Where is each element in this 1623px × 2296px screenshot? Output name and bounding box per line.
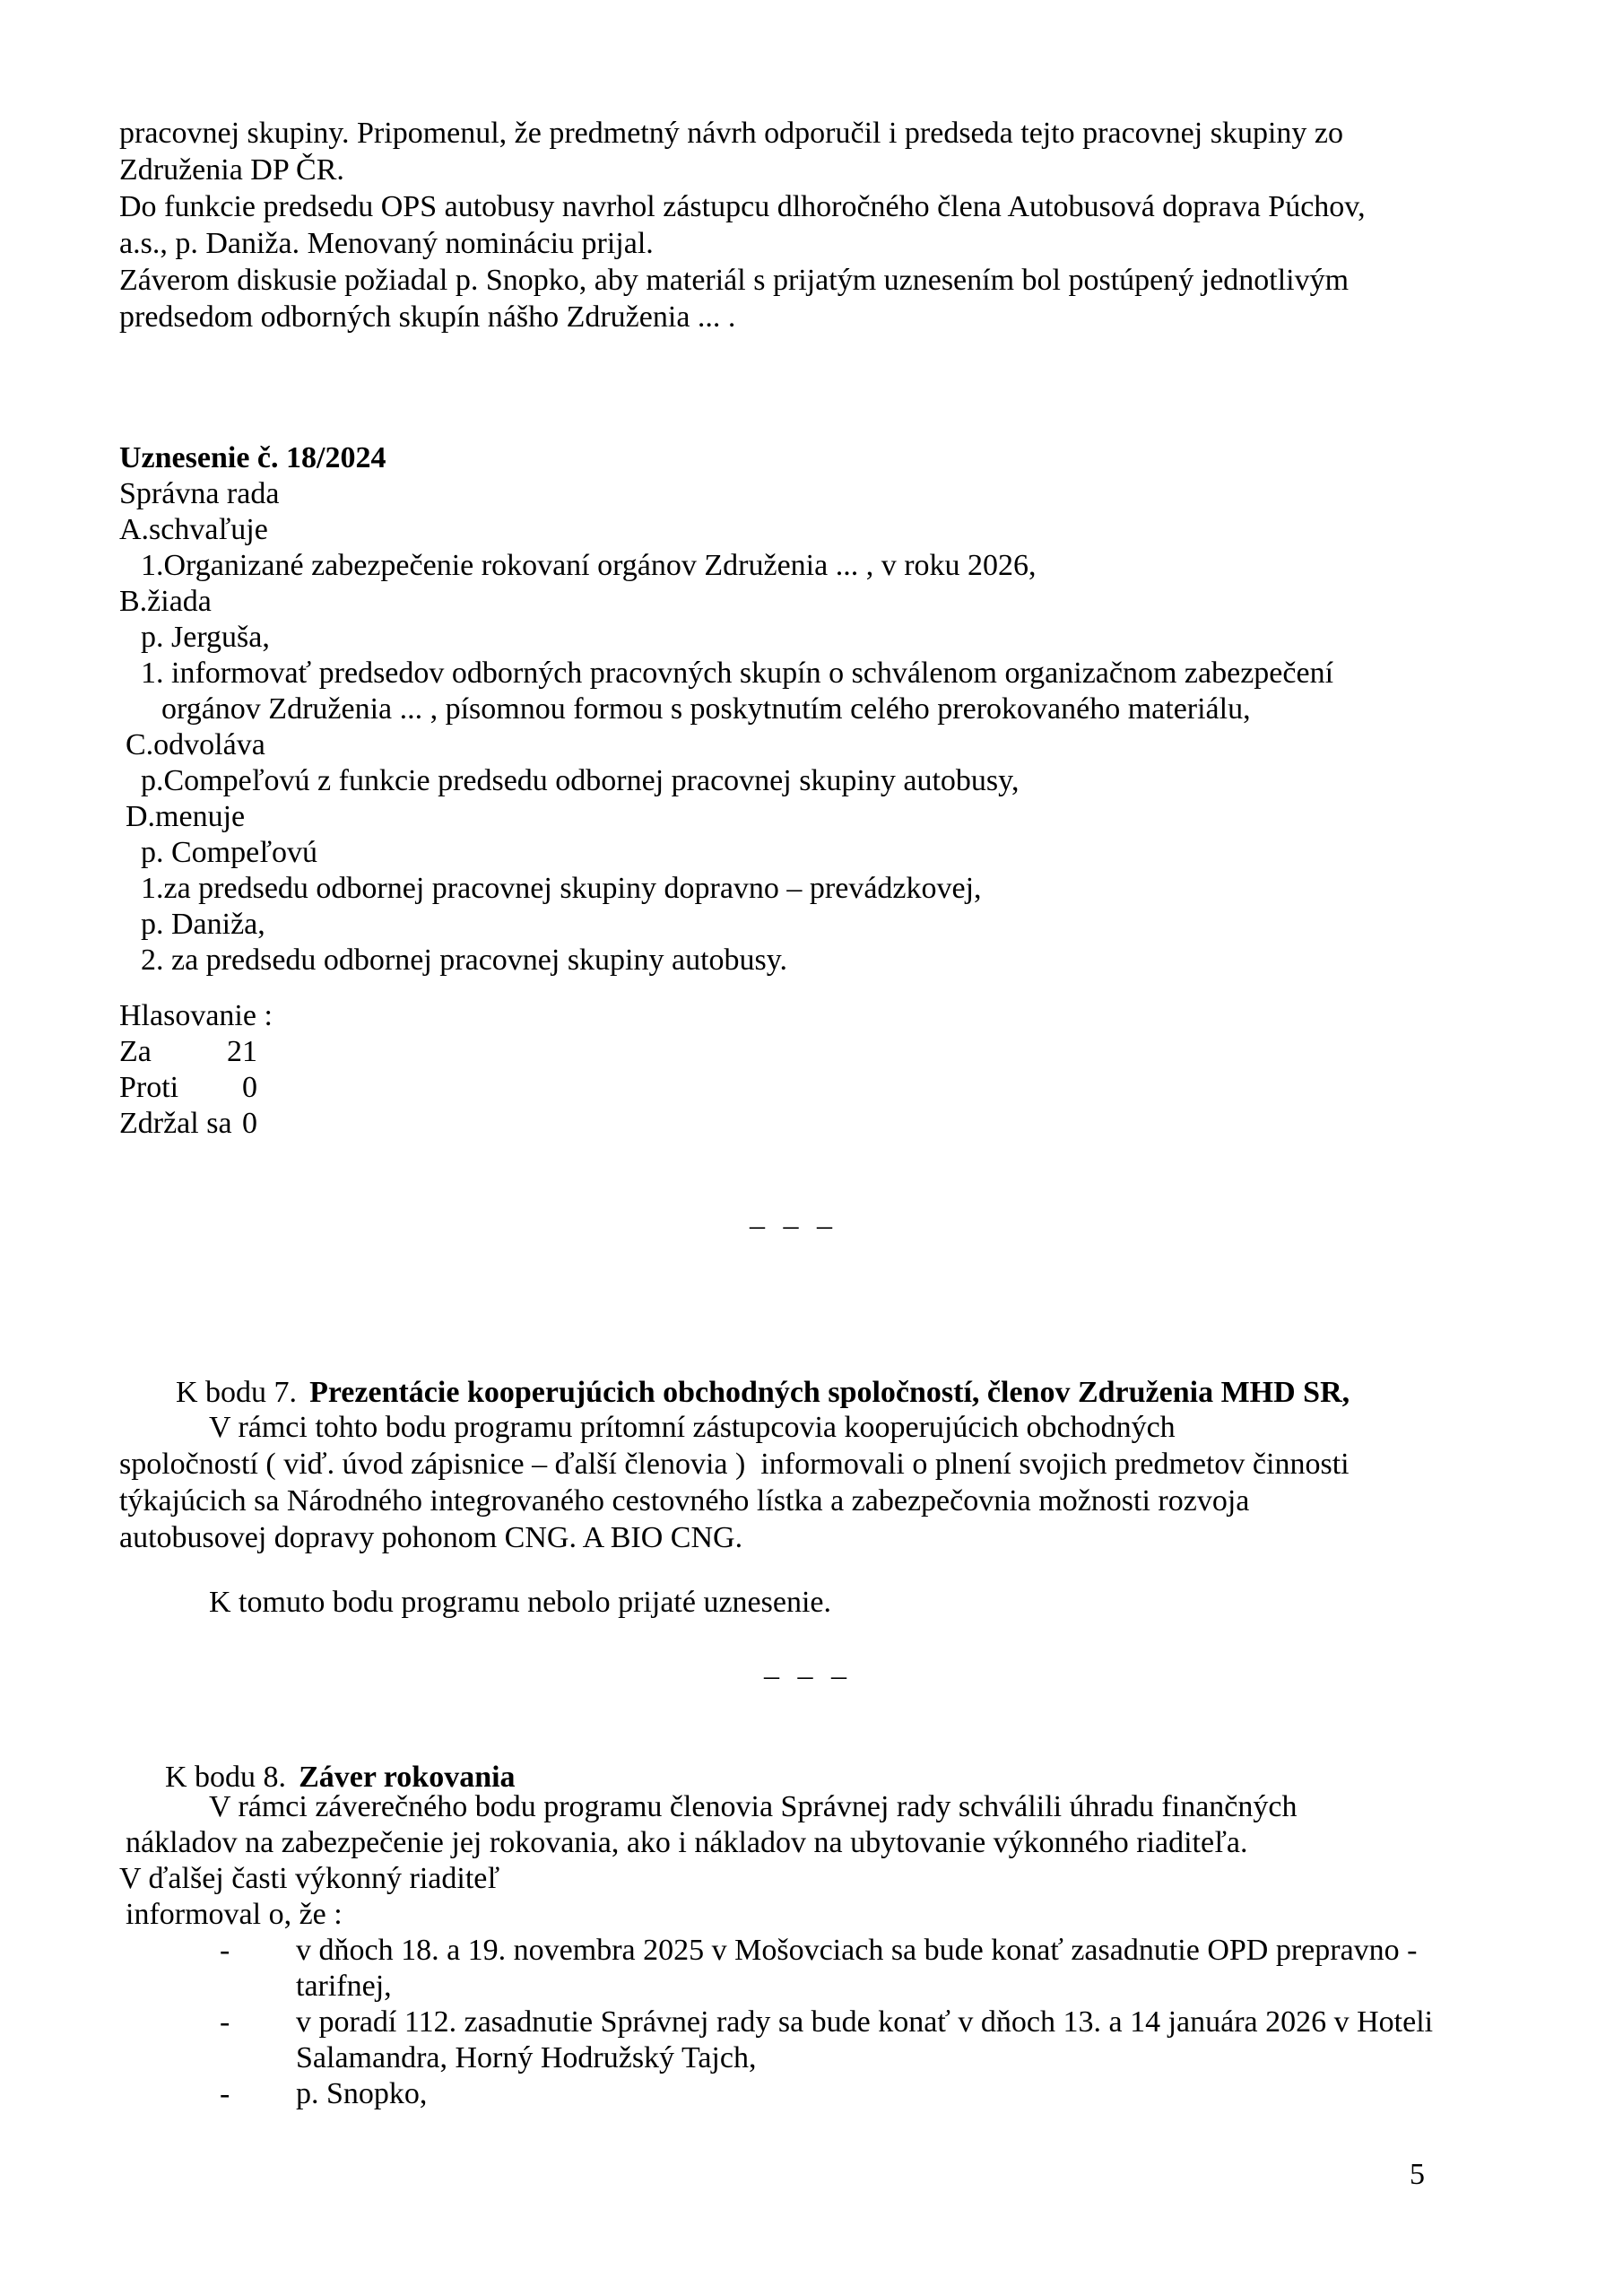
paragraph-line: Záverom diskusie požiadal p. Snopko, aby materiál s prijatým uznesením bol postúpený jednotlivým — [119, 264, 1350, 297]
section-label: K bodu 7. — [176, 1376, 298, 1409]
voting-row — [119, 1106, 1511, 1142]
resolution-line: Správna rada — [119, 477, 280, 510]
resolution-line: p. Jerguša, — [141, 621, 270, 654]
body-line: V ďalšej časti výkonný riaditeľ — [119, 1862, 500, 1895]
resolution-line: 1.Organizané zabezpečenie rokovaní orgánov Združenia ... , v roku 2026, — [141, 549, 1037, 582]
section-title: Prezentácie kooperujúcich obchodných spoločností, členov Združenia MHD SR, — [309, 1376, 1350, 1409]
page-number: 5 — [1410, 2158, 1425, 2191]
intro-paragraph — [119, 0, 1511, 335]
paragraph-line: predsedom odborných skupín nášho Združenia ... . — [119, 300, 736, 334]
bullet-text: v dňoch 18. a 19. novembra 2025 v Mošovciach sa bude konať zasadnutie OPD prepravno - — [296, 1934, 1418, 1967]
section-separator — [119, 1621, 1511, 1692]
paragraph-line: a.s., p. Daniža. Menovaný nomináciu prijal. — [119, 227, 654, 260]
resolution-line: B.žiada — [119, 585, 212, 618]
bullet-line — [119, 1933, 1511, 1969]
section-separator — [119, 1170, 1511, 1242]
bullet-list — [119, 1933, 1511, 2112]
body-line: V rámci tohto bodu programu prítomní zástupcovia kooperujúcich obchodných — [209, 1411, 1176, 1444]
bullet-line: Salamandra, Horný Hodružský Tajch, — [296, 2041, 757, 2074]
voting-value: 0 — [242, 1107, 257, 1140]
resolution-line: 1.za predsedu odbornej pracovnej skupiny dopravno – prevádzkovej, — [141, 872, 982, 905]
section-label: K bodu 8. — [165, 1761, 287, 1794]
paragraph-line: pracovnej skupiny. Pripomenul, že predmetný návrh odporučil i predseda tejto pracovnej skupiny zo — [119, 117, 1343, 150]
body-line: informoval o, že : — [126, 1898, 343, 1931]
resolution-line: 2. za predsedu odbornej pracovnej skupiny autobusy. — [141, 944, 788, 977]
bullet-text: v poradí 112. zasadnutie Správnej rady sa bude konať v dňoch 13. a 14 januára 2026 v Hoteli — [296, 2005, 1434, 2039]
resolution-line: p. Daniža, — [141, 908, 265, 941]
bullet-line — [119, 2076, 1511, 2112]
separator-dashes: – – – — [764, 1659, 852, 1692]
section-title: Záver rokovania — [299, 1761, 516, 1794]
body-line: autobusovej dopravy pohonom CNG. A BIO CNG. — [119, 1521, 743, 1554]
body-line: týkajúcich sa Národného integrovaného cestovného lístka a zabezpečovnia možnosti rozvoja — [119, 1484, 1250, 1518]
voting-value: 21 — [227, 1035, 257, 1068]
section8-heading — [119, 1722, 1511, 1794]
section8-paragraph — [119, 1789, 1511, 1933]
resolution-line: A.schvaľuje — [119, 513, 268, 546]
body-line: spoločností ( viď. úvod zápisnice – ďalší členovia ) informovali o plnení svojich predmetov činnosti — [119, 1448, 1350, 1481]
voting-row — [119, 1034, 1511, 1070]
resolution-title: Uznesenie č. 18/2024 — [119, 441, 386, 474]
voting-row — [119, 1070, 1511, 1106]
bullet-marker: - — [220, 1934, 230, 1967]
bullet-marker: - — [220, 2005, 230, 2039]
section7-heading — [119, 1337, 1511, 1409]
voting-label: Zdržal sa — [119, 1107, 232, 1140]
section7-paragraph — [119, 1409, 1511, 1556]
resolution-line: p.Compeľovú z funkcie predsedu odbornej pracovnej skupiny autobusy, — [141, 764, 1020, 797]
voting-value: 0 — [242, 1071, 257, 1104]
resolution-line: C.odvoláva — [126, 728, 265, 761]
resolution-line: p. Compeľovú — [141, 836, 318, 869]
bullet-line — [119, 2005, 1511, 2040]
paragraph-line: Do funkcie predsedu OPS autobusy navrhol zástupcu dlhoročného člena Autobusová doprava Púchov, — [119, 190, 1366, 223]
voting-label: Proti — [119, 1071, 179, 1104]
resolution-line: orgánov Združenia ... , písomnou formou s poskytnutím celého prerokovaného materiálu, — [161, 692, 1251, 726]
page-content — [119, 0, 1511, 2112]
voting-title: Hlasovanie : — [119, 999, 273, 1032]
voting-block — [119, 998, 1511, 1142]
resolution-block — [119, 439, 1511, 978]
body-line: V rámci záverečného bodu programu členovia Správnej rady schválili úhradu finančných — [209, 1790, 1298, 1823]
body-line: nákladov na zabezpečenie jej rokovania, ako i nákladov na ubytovanie výkonného riaditeľa. — [126, 1826, 1248, 1859]
bullet-line: tarifnej, — [296, 1970, 392, 2003]
bullet-text: p. Snopko, — [296, 2077, 428, 2110]
note-line: K tomuto bodu programu nebolo prijaté uznesenie. — [209, 1586, 831, 1619]
paragraph-line: Združenia DP ČR. — [119, 153, 344, 187]
bullet-marker: - — [220, 2077, 230, 2110]
separator-dashes: – – – — [750, 1209, 838, 1242]
resolution-line: 1. informovať predsedov odborných pracovných skupín o schválenom organizačnom zabezpečení — [141, 657, 1334, 690]
voting-label: Za — [119, 1035, 152, 1068]
resolution-line: D.menuje — [126, 800, 246, 833]
